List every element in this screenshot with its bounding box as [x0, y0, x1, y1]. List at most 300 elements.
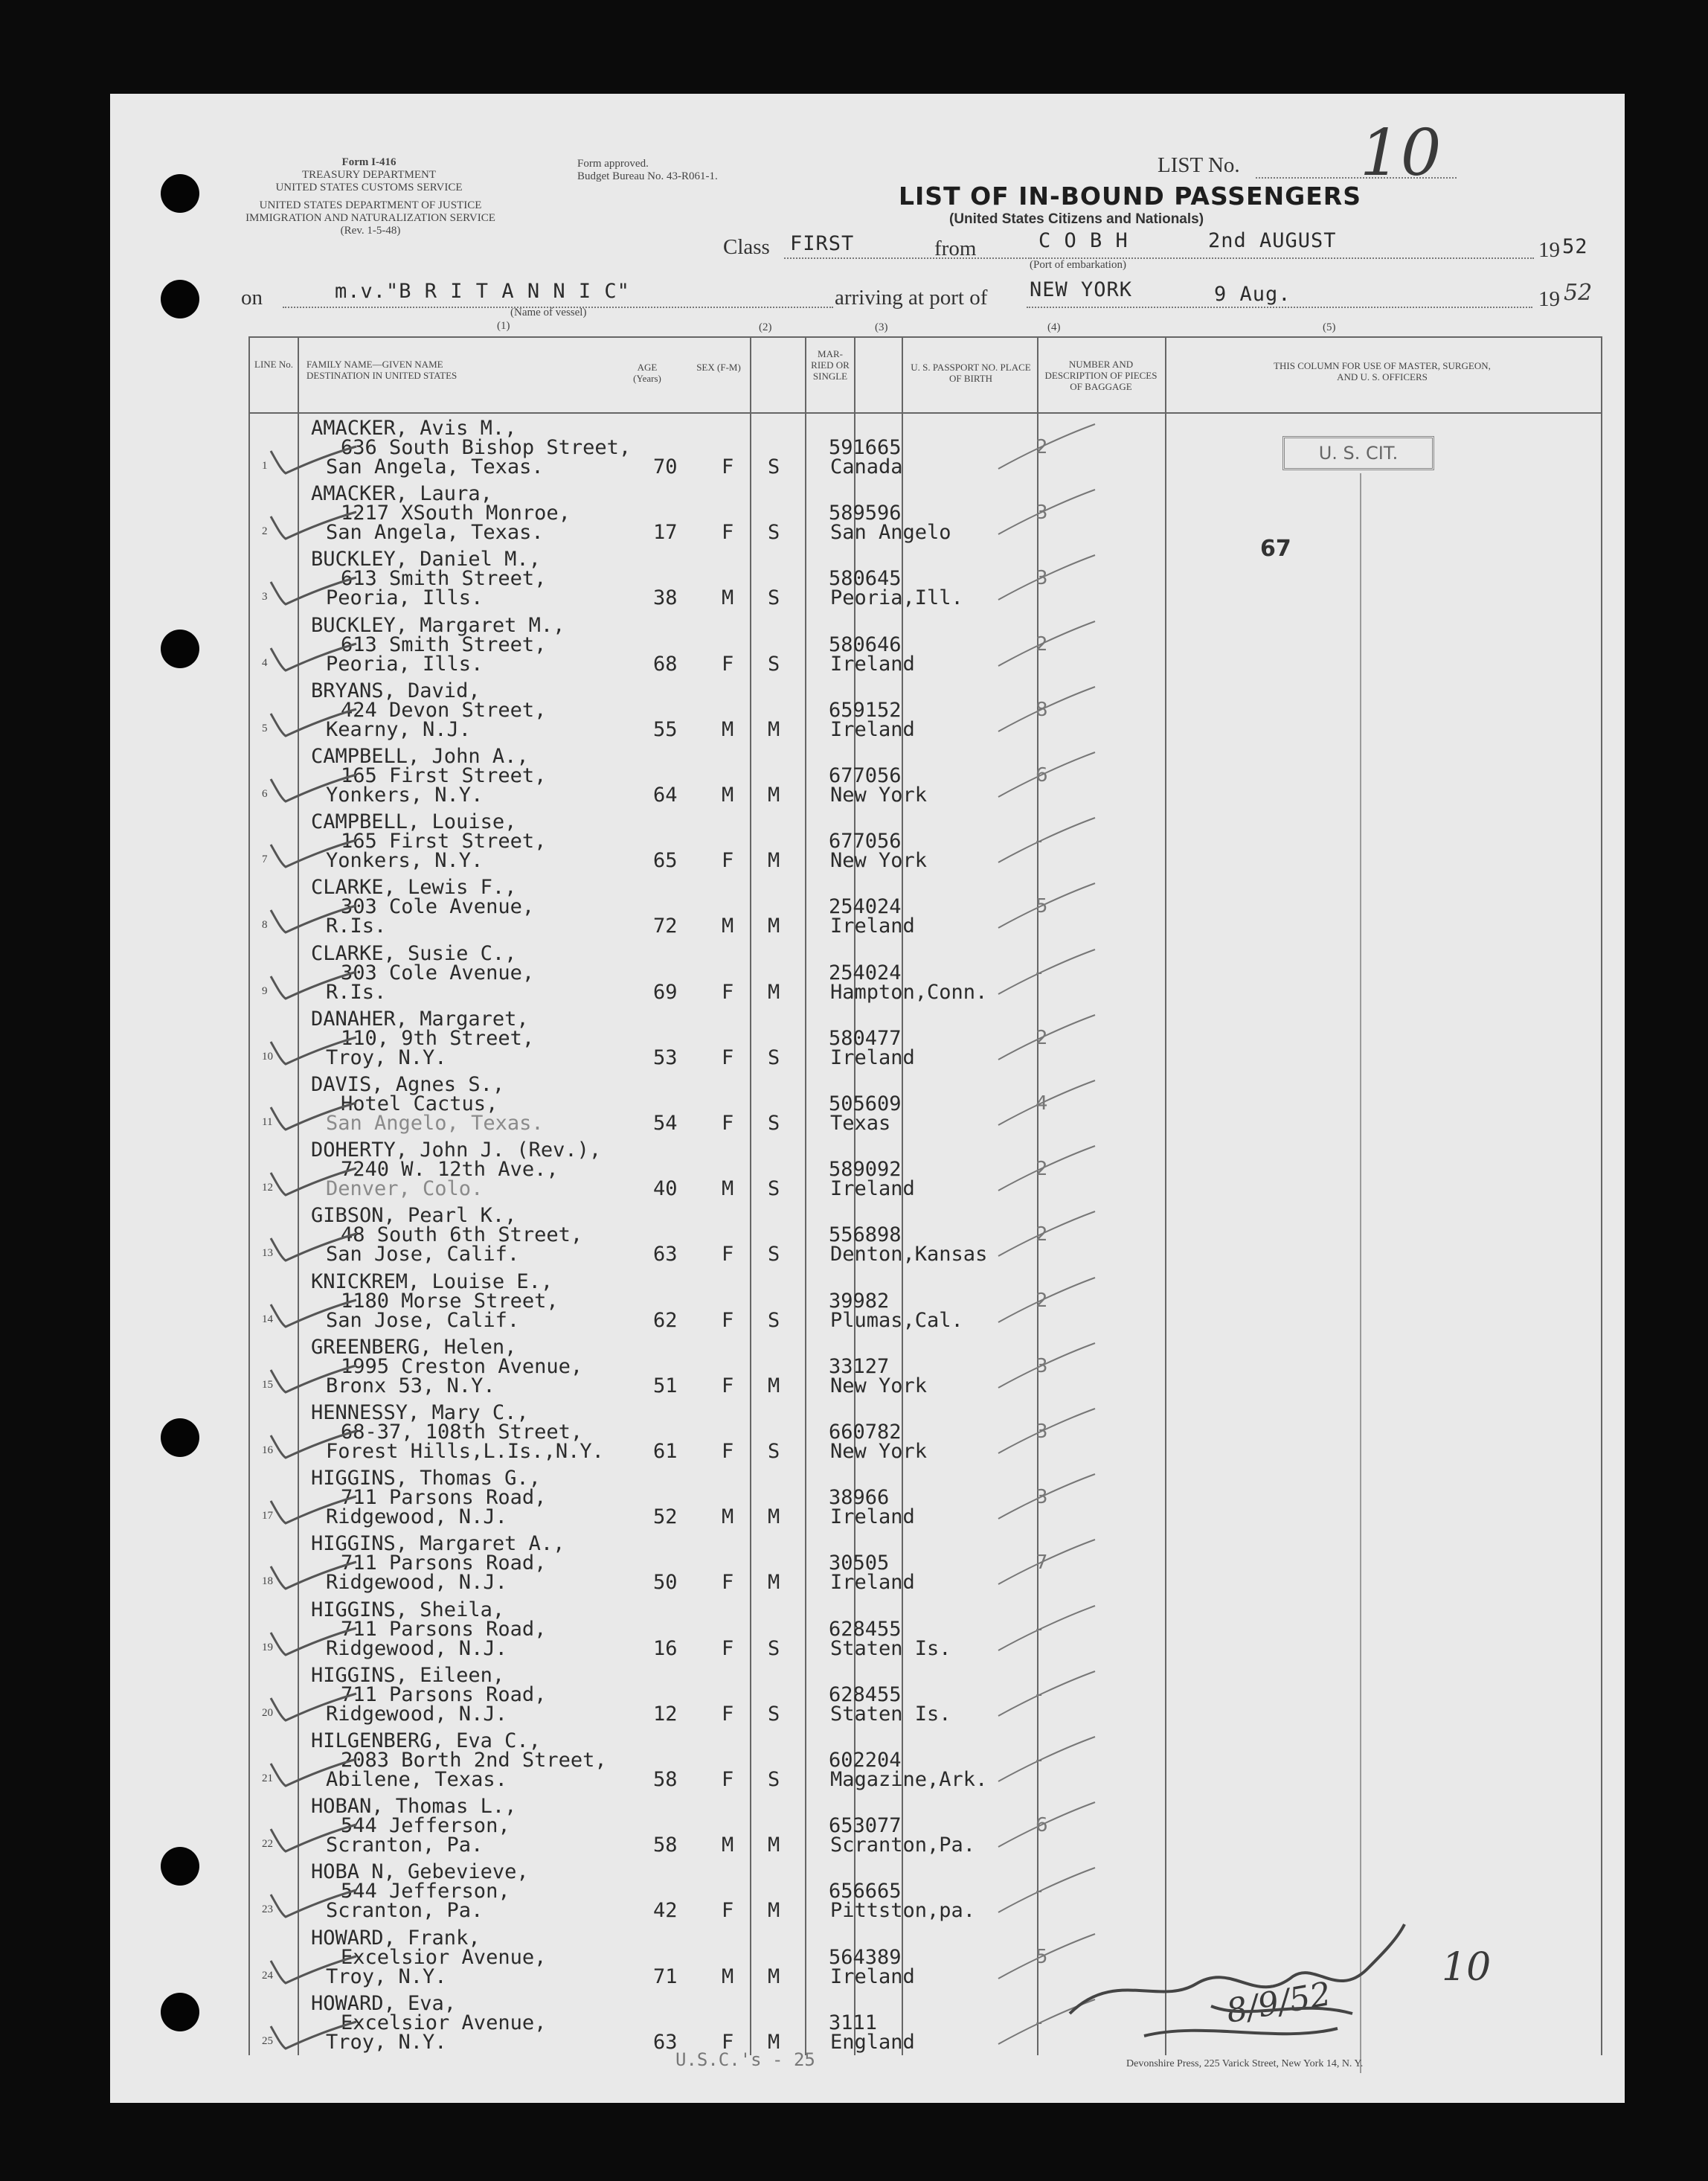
check-mark [263, 436, 360, 481]
binder-hole [161, 280, 199, 318]
baggage-count: 3 [1036, 1486, 1048, 1509]
passenger-marital: S [768, 1636, 780, 1660]
table-top-border [248, 336, 1602, 338]
passenger-name: BRYANS, David, [311, 679, 481, 702]
check-mark [263, 1290, 360, 1334]
passport-number: 591665 [829, 436, 902, 459]
passenger-marital: S [768, 652, 780, 676]
passenger-address: 48 South 6th Street, [341, 1223, 583, 1247]
passport-number: 677056 [829, 830, 902, 853]
passport-tick [995, 749, 1099, 801]
passenger-name: DANAHER, Margaret, [311, 1007, 529, 1031]
corner-note: 10 [1442, 1945, 1492, 1990]
check-mark [263, 1223, 360, 1268]
header-passport: U. S. PASSPORT NO. PLACE OF BIRTH [911, 362, 1031, 384]
passenger-sex: M [722, 586, 734, 610]
passport-tick [995, 1734, 1099, 1786]
place-of-birth: New York [830, 784, 928, 807]
baggage-count: 2 [1036, 1158, 1048, 1181]
arrival-date: 9 Aug. [1214, 283, 1291, 306]
passenger-age: 52 [653, 1505, 678, 1529]
place-of-birth: Canada [830, 455, 903, 478]
passenger-address: 1217 XSouth Monroe, [341, 502, 571, 525]
passport-tick [995, 815, 1099, 867]
check-mark [263, 1421, 360, 1465]
place-of-birth: Plumas,Cal. [830, 1308, 963, 1332]
place-of-birth: Ireland [830, 1177, 915, 1201]
baggage-count: - [1036, 830, 1043, 853]
table-header-border [248, 412, 1602, 414]
place-of-birth: England [830, 2030, 915, 2054]
place-of-birth: Ireland [830, 915, 915, 938]
passenger-city: Scranton, Pa. [326, 1899, 484, 1923]
line-number: 7 [262, 853, 268, 866]
passenger-name: HIGGINS, Margaret A., [311, 1532, 565, 1556]
passenger-name: HOBA N, Gebevieve, [311, 1860, 529, 1884]
passenger-name: CLARKE, Susie C., [311, 941, 517, 965]
printer-imprint: Devonshire Press, 225 Varick Street, New York 14, N. Y. [1126, 2058, 1364, 2069]
list-no-value: 10 [1360, 116, 1442, 190]
passenger-age: 54 [653, 1112, 678, 1135]
baggage-count: 6 [1036, 1814, 1048, 1837]
passenger-marital: M [768, 980, 780, 1004]
header-sex: SEX (F-M) [696, 362, 741, 373]
passport-number: 659152 [829, 698, 902, 722]
check-mark [263, 1158, 360, 1202]
passenger-name: BUCKLEY, Margaret M., [311, 613, 565, 637]
passenger-age: 58 [653, 1768, 678, 1791]
line-number: 18 [262, 1575, 273, 1588]
passenger-sex: M [722, 1833, 734, 1857]
passenger-address: 165 First Street, [341, 830, 547, 853]
binder-hole [161, 630, 199, 668]
passenger-age: 65 [653, 849, 678, 873]
passport-number: 589596 [829, 502, 902, 525]
passport-number: 39982 [829, 1289, 890, 1313]
line-number: 13 [262, 1247, 273, 1260]
passenger-city: Ridgewood, N.J. [326, 1702, 507, 1726]
passenger-address: 711 Parsons Road, [341, 1551, 547, 1575]
form-number: Form I-416 [341, 156, 396, 168]
header-officers: THIS COLUMN FOR USE OF MASTER, SURGEON, AND U. S. OFFICERS [1274, 360, 1491, 382]
passenger-name: HOWARD, Frank, [311, 1926, 481, 1950]
line-number: 6 [262, 788, 268, 800]
passenger-address: 110, 9th Street, [341, 1026, 535, 1050]
passenger-city: Forest Hills,L.Is.,N.Y. [326, 1440, 604, 1463]
passenger-sex: F [722, 1636, 734, 1660]
passenger-name: HOWARD, Eva, [311, 1991, 457, 2015]
line-number: 15 [262, 1378, 273, 1391]
colnum-4: (4) [1047, 321, 1061, 333]
col-border-left [248, 336, 250, 2055]
passenger-sex: F [722, 980, 734, 1004]
passport-number: 580645 [829, 567, 902, 591]
line-number: 25 [262, 2034, 273, 2047]
line-number: 8 [262, 919, 268, 932]
on-label: on [241, 286, 263, 310]
passport-tick [995, 1799, 1099, 1851]
line-number: 22 [262, 1838, 273, 1851]
check-mark [263, 895, 360, 940]
officer-pencil-line [1360, 473, 1361, 2073]
passenger-marital: S [768, 455, 780, 478]
line-number: 12 [262, 1182, 273, 1194]
port-caption: (Port of embarkation) [1030, 259, 1126, 271]
passenger-marital: M [768, 1374, 780, 1397]
passenger-marital: M [768, 717, 780, 741]
passenger-marital: M [768, 915, 780, 938]
baggage-count: 3 [1036, 1421, 1048, 1443]
passenger-city: Bronx 53, N.Y. [326, 1374, 495, 1397]
passenger-name: GREENBERG, Helen, [311, 1335, 517, 1359]
passenger-city: Peoria, Ills. [326, 652, 484, 676]
binder-hole [161, 174, 199, 213]
passport-number: 580646 [829, 632, 902, 656]
place-of-birth: Peoria,Ill. [830, 586, 963, 610]
passport-number: 653077 [829, 1814, 902, 1838]
passenger-marital: M [768, 1505, 780, 1529]
passenger-age: 70 [653, 455, 678, 478]
passenger-city: Troy, N.Y. [326, 2030, 447, 2054]
passenger-name: CLARKE, Lewis F., [311, 876, 517, 900]
passenger-sex: M [722, 784, 734, 807]
check-mark [263, 1814, 360, 1859]
passport-number: 254024 [829, 895, 902, 919]
passenger-name: HOBAN, Thomas L., [311, 1795, 517, 1819]
passenger-sex: F [722, 1571, 734, 1595]
passenger-age: 68 [653, 652, 678, 676]
passenger-age: 40 [653, 1177, 678, 1201]
baggage-count: 3 [1036, 567, 1048, 590]
place-of-birth: Scranton,Pa. [830, 1833, 976, 1857]
passport-number: 660782 [829, 1421, 902, 1444]
passport-number: 602204 [829, 1749, 902, 1772]
passenger-address: 711 Parsons Road, [341, 1617, 547, 1641]
place-of-birth: New York [830, 1374, 928, 1397]
passenger-name: AMACKER, Avis M., [311, 417, 517, 440]
passenger-age: 51 [653, 1374, 678, 1397]
passenger-name: HIGGINS, Thomas G., [311, 1467, 541, 1490]
passenger-marital: S [768, 521, 780, 545]
baggage-count: 6 [1036, 764, 1048, 787]
binder-hole [161, 1993, 199, 2031]
arrival-port: NEW YORK [1030, 278, 1133, 301]
signature-note: 8/9/52 [1223, 1975, 1334, 2031]
line-number: 21 [262, 1772, 273, 1784]
passenger-age: 69 [653, 980, 678, 1004]
passenger-address: 303 Cole Avenue, [341, 895, 535, 919]
colnum-3: (3) [875, 321, 888, 333]
line-number: 14 [262, 1313, 273, 1325]
check-mark [263, 1749, 360, 1793]
form-approved: Form approved. Budget Bureau No. 43-R061-1. [577, 158, 718, 182]
passenger-name: CAMPBELL, John A., [311, 745, 529, 768]
baggage-count: - [1036, 961, 1043, 984]
passenger-marital: S [768, 1768, 780, 1791]
passenger-sex: M [722, 1505, 734, 1529]
passenger-marital: M [768, 1571, 780, 1595]
line-number: 9 [262, 984, 268, 997]
passport-number: 254024 [829, 961, 902, 984]
place-of-birth: Texas [830, 1112, 891, 1135]
passenger-address: 68-37, 108th Street, [341, 1421, 583, 1444]
passenger-sex: F [722, 2030, 734, 2054]
passenger-address: 165 First Street, [341, 764, 547, 787]
line-number: 2 [262, 525, 268, 538]
passport-number: 656665 [829, 1880, 902, 1903]
check-mark [263, 567, 360, 612]
passport-tick [995, 618, 1099, 670]
passenger-name: BUCKLEY, Daniel M., [311, 548, 541, 571]
passenger-marital: M [768, 1833, 780, 1857]
passenger-city: San Angela, Texas. [326, 455, 544, 478]
check-mark [263, 1092, 360, 1137]
class-line [784, 257, 1030, 259]
passenger-marital: S [768, 1243, 780, 1266]
arrival-line [1027, 307, 1532, 308]
passenger-age: 16 [653, 1636, 678, 1660]
passenger-address: 544 Jefferson, [341, 1880, 510, 1903]
place-of-birth: Staten Is. [830, 1636, 951, 1660]
total-line: U.S.C.'s - 25 [675, 2049, 815, 2070]
check-mark [263, 633, 360, 678]
place-of-birth: Ireland [830, 1964, 915, 1988]
passport-number: 564389 [829, 1945, 902, 1969]
passenger-address: 613 Smith Street, [341, 567, 547, 591]
passport-tick [995, 1012, 1099, 1064]
passport-number: 628455 [829, 1682, 902, 1706]
passport-number: 38966 [829, 1486, 890, 1510]
passenger-sex: M [722, 915, 734, 938]
passenger-address: 544 Jefferson, [341, 1814, 510, 1838]
baggage-count: - [1036, 1749, 1043, 1771]
passenger-age: 38 [653, 586, 678, 610]
passenger-name: DOHERTY, John J. (Rev.), [311, 1138, 602, 1162]
check-mark [263, 1027, 360, 1072]
form-block [265, 156, 473, 194]
passenger-city: Ridgewood, N.J. [326, 1571, 507, 1595]
passenger-address: Excelsior Avenue, [341, 2011, 547, 2034]
baggage-count: 2 [1036, 632, 1048, 656]
line-number: 1 [262, 460, 268, 472]
passenger-address: 636 South Bishop Street, [341, 436, 632, 459]
baggage-count: - [1036, 1880, 1043, 1903]
baggage-count: 3 [1036, 1354, 1048, 1377]
document-page [110, 94, 1625, 2103]
passport-number: 505609 [829, 1092, 902, 1115]
passenger-city: Scranton, Pa. [326, 1833, 484, 1857]
passenger-sex: F [722, 1308, 734, 1332]
passenger-marital: S [768, 586, 780, 610]
passport-number: 30505 [829, 1551, 890, 1575]
passenger-age: 58 [653, 1833, 678, 1857]
header-name: FAMILY NAME—GIVEN NAME DESTINATION IN UNITED STATES [306, 359, 458, 381]
year-value: 52 [1562, 235, 1588, 258]
place-of-birth: Hampton,Conn. [830, 980, 988, 1004]
passenger-marital: S [768, 1308, 780, 1332]
line-number: 20 [262, 1706, 273, 1719]
passenger-age: 42 [653, 1899, 678, 1923]
passenger-city: Peoria, Ills. [326, 586, 484, 610]
from-value: C O B H [1038, 229, 1128, 252]
place-of-birth: Magazine,Ark. [830, 1768, 988, 1791]
header-line-no: LINE No. [254, 359, 293, 370]
passenger-sex: F [722, 521, 734, 545]
year-prefix: 19 [1538, 238, 1560, 262]
place-of-birth: Ireland [830, 652, 915, 676]
place-of-birth: Ireland [830, 717, 915, 741]
check-mark [263, 1880, 360, 1924]
passenger-name: HIGGINS, Sheila, [311, 1598, 505, 1621]
page-subtitle: (United States Citizens and Nationals) [949, 211, 1204, 227]
passport-number: 580477 [829, 1026, 902, 1050]
col-border-right [1601, 336, 1602, 2055]
passenger-address: 424 Devon Street, [341, 698, 547, 722]
line-number: 16 [262, 1444, 273, 1456]
class-label: Class [723, 235, 770, 259]
passenger-address: 711 Parsons Road, [341, 1682, 547, 1706]
check-mark [263, 961, 360, 1006]
passenger-sex: F [722, 1768, 734, 1791]
passenger-marital: M [768, 849, 780, 873]
passport-tick [995, 1077, 1099, 1130]
place-of-birth: Ireland [830, 1045, 915, 1069]
passenger-address: Hotel Cactus, [341, 1092, 498, 1115]
header-baggage: NUMBER AND DESCRIPTION OF PIECES OF BAGGAGE [1044, 359, 1158, 392]
baggage-count: - [1036, 2011, 1043, 2034]
baggage-count: 5 [1036, 1945, 1048, 1968]
passenger-city: Kearny, N.J. [326, 717, 472, 741]
baggage-count: 3 [1036, 502, 1048, 525]
passport-tick [995, 1471, 1099, 1523]
passenger-city: Troy, N.Y. [326, 1964, 447, 1988]
check-mark [263, 2011, 360, 2056]
passenger-marital: S [768, 1045, 780, 1069]
page-title: LIST OF IN-BOUND PASSENGERS [899, 182, 1361, 211]
passenger-city: San Jose, Calif. [326, 1308, 520, 1332]
passenger-name: GIBSON, Pearl K., [311, 1204, 517, 1228]
passport-tick [995, 421, 1099, 473]
passenger-sex: M [722, 1964, 734, 1988]
passenger-name: HILGENBERG, Eva C., [311, 1729, 541, 1752]
check-mark [263, 1946, 360, 1991]
ins-service: IMMIGRATION AND NATURALIZATION SERVICE [245, 212, 495, 224]
passenger-city: Ridgewood, N.J. [326, 1636, 507, 1660]
passport-tick [995, 1275, 1099, 1327]
passenger-marital: S [768, 1177, 780, 1201]
passenger-address: 1995 Creston Avenue, [341, 1354, 583, 1378]
passenger-marital: M [768, 2030, 780, 2054]
passenger-name: HENNESSY, Mary C., [311, 1401, 529, 1424]
colnum-5: (5) [1323, 321, 1336, 333]
check-mark [263, 699, 360, 743]
place-of-birth: Denton,Kansas [830, 1243, 988, 1266]
baggage-count: 5 [1036, 895, 1048, 918]
passenger-city: R.Is. [326, 915, 387, 938]
passenger-sex: F [722, 1045, 734, 1069]
passport-tick [995, 552, 1099, 604]
passenger-city: Troy, N.Y. [326, 1045, 447, 1069]
class-value: FIRST [790, 232, 855, 255]
line-number: 24 [262, 1969, 273, 1982]
justice-block [244, 199, 497, 237]
from-label: from [934, 237, 977, 260]
col-border-sex [805, 336, 806, 2055]
passenger-city: San Jose, Calif. [326, 1243, 520, 1266]
passenger-marital: S [768, 1112, 780, 1135]
passenger-sex: F [722, 1899, 734, 1923]
check-mark [263, 1683, 360, 1728]
passport-tick [995, 1603, 1099, 1655]
passport-number: 33127 [829, 1354, 890, 1378]
passport-tick [995, 1340, 1099, 1392]
departure-date: 2nd AUGUST [1208, 229, 1337, 252]
line-number: 5 [262, 722, 268, 734]
passenger-sex: M [722, 717, 734, 741]
passenger-sex: F [722, 1374, 734, 1397]
passenger-address: 7240 W. 12th Ave., [341, 1158, 559, 1182]
binder-hole [161, 1847, 199, 1886]
passenger-sex: F [722, 652, 734, 676]
baggage-count: 2 [1036, 1289, 1048, 1312]
passenger-city: Ridgewood, N.J. [326, 1505, 507, 1529]
vessel-name: m.v."B R I T A N N I C" [335, 280, 630, 303]
officer-note: 67 [1260, 536, 1291, 562]
passenger-address: 613 Smith Street, [341, 632, 547, 656]
passenger-sex: F [722, 455, 734, 478]
passenger-marital: S [768, 1702, 780, 1726]
passenger-sex: F [722, 1112, 734, 1135]
passport-number: 3111 [829, 2011, 878, 2034]
passenger-name: DAVIS, Agnes S., [311, 1073, 505, 1096]
customs-service: UNITED STATES CUSTOMS SERVICE [275, 182, 463, 193]
passenger-age: 64 [653, 784, 678, 807]
line-number: 3 [262, 591, 268, 603]
passenger-city: Denver, Colo. [326, 1177, 484, 1201]
baggage-count: 8 [1036, 698, 1048, 721]
arrival-year: 52 [1564, 280, 1593, 306]
passenger-name: KNICKREM, Louise E., [311, 1269, 553, 1293]
passenger-age: 72 [653, 915, 678, 938]
revision: (Rev. 1-5-48) [340, 225, 401, 237]
check-mark [263, 1551, 360, 1596]
passenger-city: Yonkers, N.Y. [326, 784, 484, 807]
colnum-1: (1) [497, 320, 510, 332]
colnum-2: (2) [759, 321, 772, 333]
passenger-marital: M [768, 1964, 780, 1988]
passport-tick [995, 880, 1099, 932]
passenger-sex: F [722, 1702, 734, 1726]
passenger-address: 711 Parsons Road, [341, 1486, 547, 1510]
treasury-dept: TREASURY DEPARTMENT [301, 169, 437, 181]
passenger-sex: F [722, 849, 734, 873]
place-of-birth: San Angelo [830, 521, 951, 545]
check-mark [263, 1486, 360, 1531]
passenger-age: 63 [653, 1243, 678, 1266]
passenger-age: 71 [653, 1964, 678, 1988]
arrival-year-prefix: 19 [1538, 287, 1560, 311]
passenger-address: 1180 Morse Street, [341, 1289, 559, 1313]
passport-tick [995, 684, 1099, 736]
passenger-marital: M [768, 1899, 780, 1923]
passenger-marital: M [768, 784, 780, 807]
place-of-birth: Pittston,pa. [830, 1899, 976, 1923]
place-of-birth: Staten Is. [830, 1702, 951, 1726]
line-number: 10 [262, 1050, 273, 1063]
check-mark [263, 1618, 360, 1662]
baggage-count: 2 [1036, 1223, 1048, 1246]
passport-tick [995, 1208, 1099, 1261]
